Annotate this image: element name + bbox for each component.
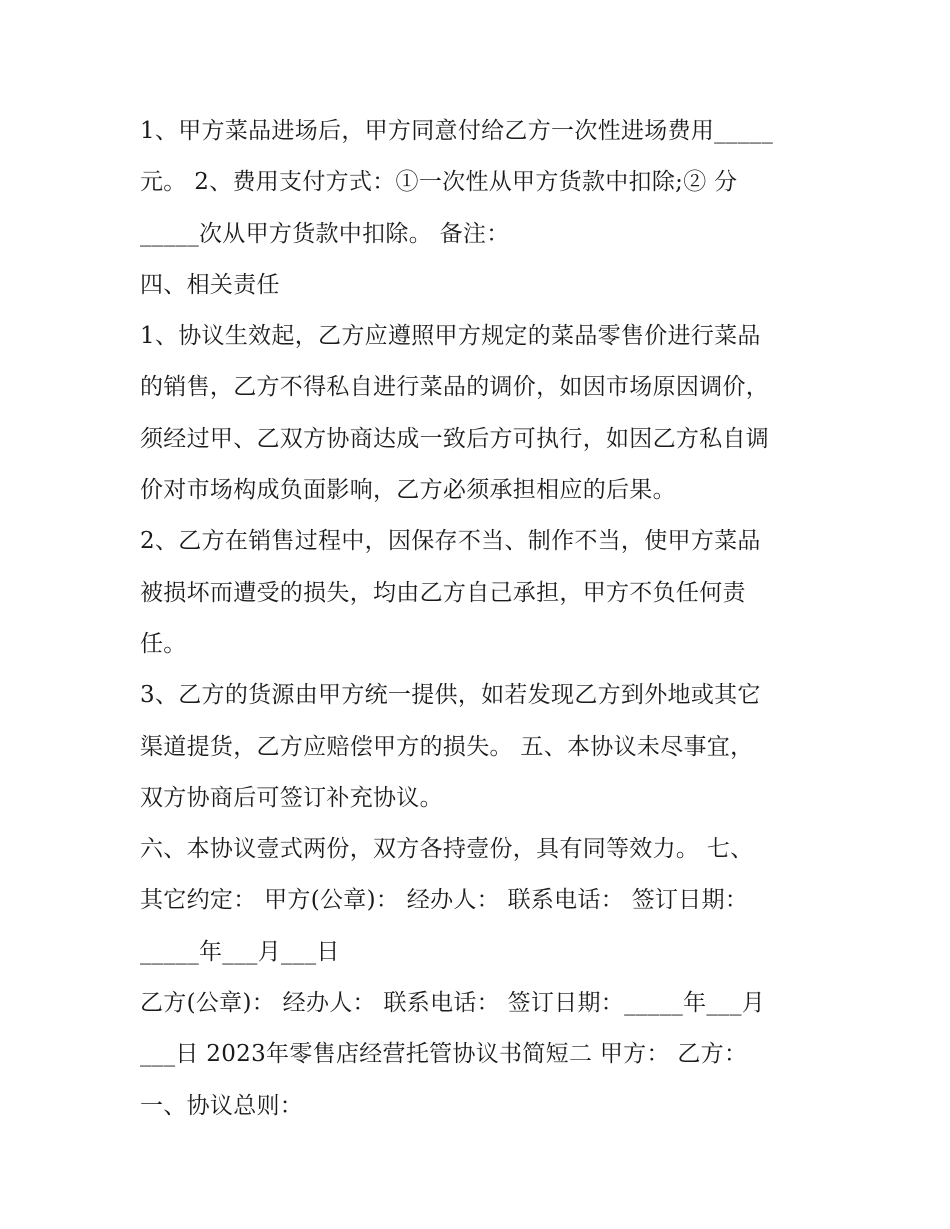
text-line-18: 乙方(公章)： 经办人： 联系电话： 签订日期：_____年___月 xyxy=(140,990,766,1017)
text-line-2: 元。 2、费用支付方式：①一次性从甲方货款中扣除;② 分 xyxy=(140,169,738,196)
text-line-3: _____次从甲方货款中扣除。 备注： xyxy=(140,220,510,247)
text-line-10: 被损坏而遭受的损失，均由乙方自己承担，甲方不负任何责 xyxy=(140,579,746,606)
section-heading-20: 一、协议总则： xyxy=(140,1092,304,1119)
text-line-16: 其它约定： 甲方(公章)： 经办人： 联系电话： 签订日期： xyxy=(140,887,749,914)
text-line-1: 1、甲方菜品进场后，甲方同意付给乙方一次性进场费用_____ xyxy=(140,118,774,144)
text-line-12: 3、乙方的货源由甲方统一提供，如若发现乙方到外地或其它 xyxy=(140,682,761,709)
text-line-6: 的销售，乙方不得私自进行菜品的调价，如因市场原因调价， xyxy=(140,374,770,401)
text-line-19: ___日 2023年零售店经营托管协议书简短二 甲方： 乙方： xyxy=(140,1041,748,1068)
text-line-17: _____年___月___日 xyxy=(140,938,340,965)
text-line-9: 2、乙方在销售过程中，因保存不当、制作不当，使甲方菜品 xyxy=(140,528,761,555)
text-line-11: 任。 xyxy=(140,630,187,657)
text-line-5: 1、协议生效起，乙方应遵照甲方规定的菜品零售价进行菜品 xyxy=(140,323,761,350)
text-line-14: 双方协商后可签订补充协议。 xyxy=(140,784,443,811)
text-line-8: 价对市场构成负面影响，乙方必须承担相应的后果。 xyxy=(140,477,676,504)
text-line-7: 须经过甲、乙双方协商达成一致后方可执行，如因乙方私自调 xyxy=(140,425,770,452)
text-line-13: 渠道提货，乙方应赔偿甲方的损失。 五、本协议未尽事宜， xyxy=(140,733,754,760)
section-heading-4: 四、相关责任 xyxy=(140,271,280,298)
text-line-15: 六、本协议壹式两份，双方各持壹份，具有同等效力。 七、 xyxy=(140,836,754,863)
document-body xyxy=(140,106,820,1132)
